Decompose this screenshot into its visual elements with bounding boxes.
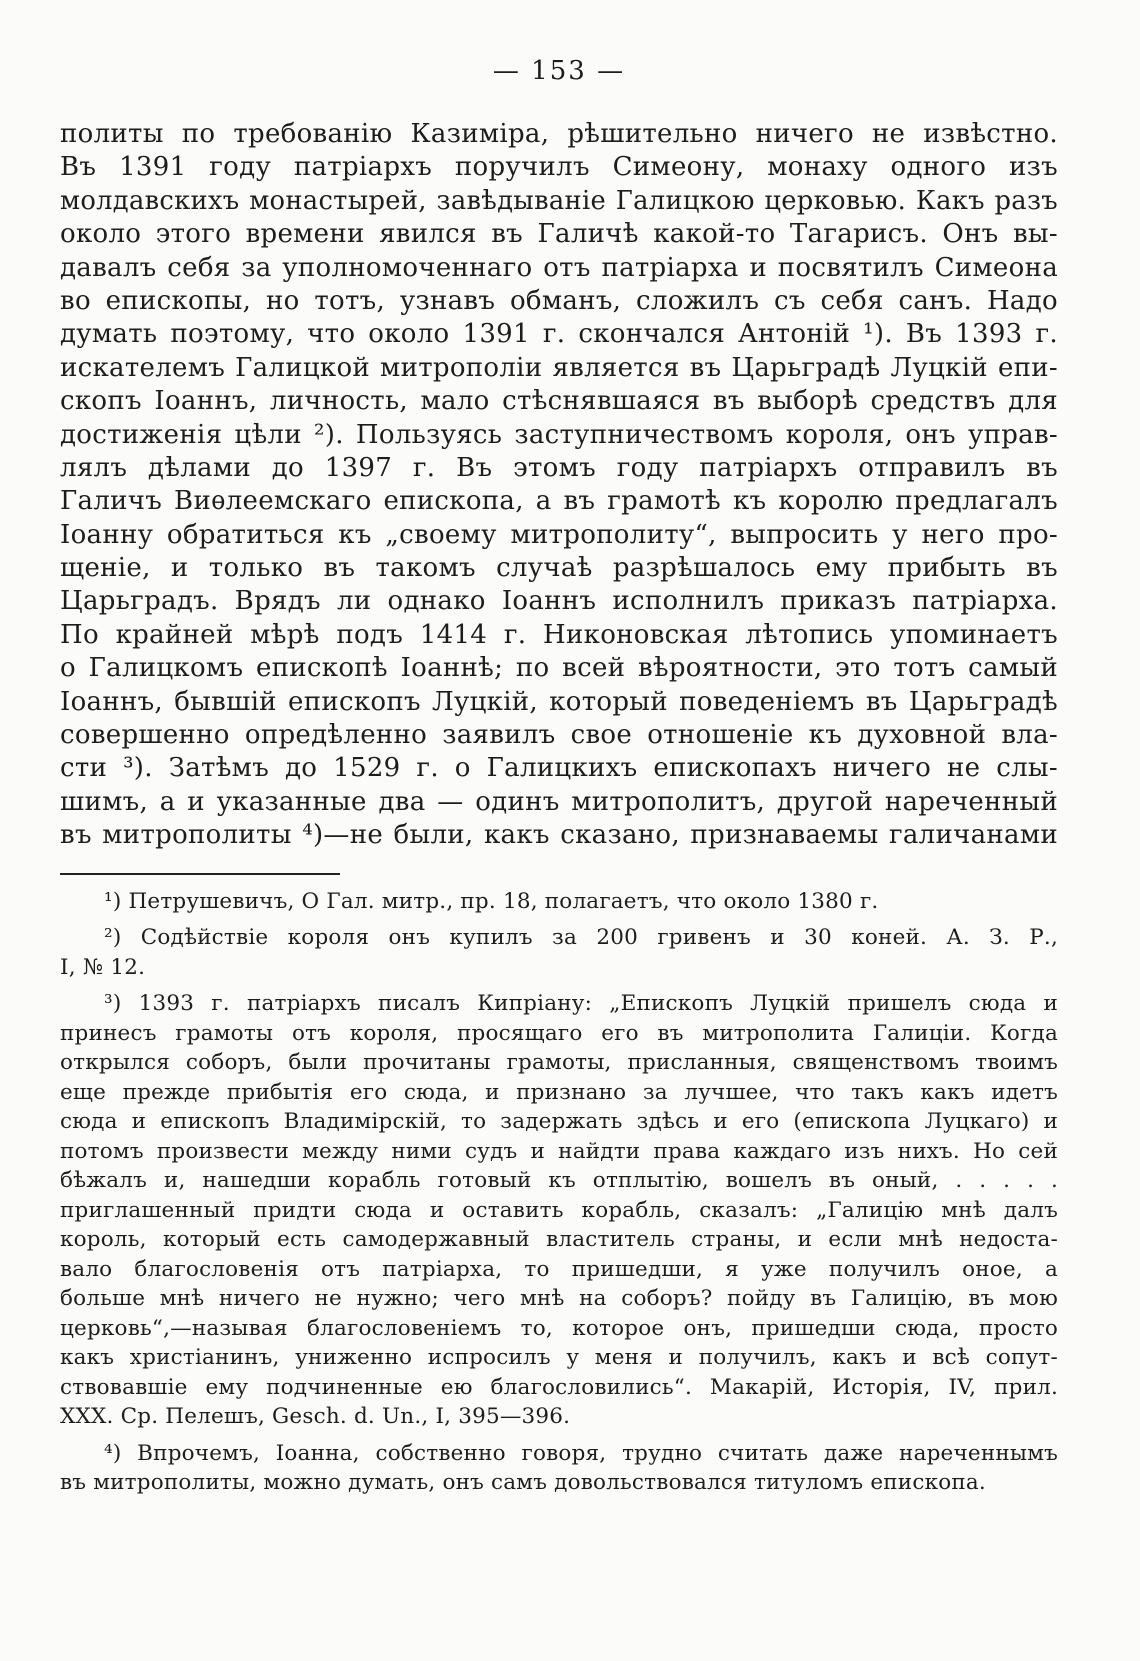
footnote-line: сюда и епископъ Владимірскій, то задержать здѣсь и его (епископа Луцкаго) и xyxy=(60,1109,1058,1135)
footnote-1 xyxy=(60,887,1058,917)
main-text xyxy=(60,118,1058,853)
footnote-line: больше мнѣ ничего не нужно; чего мнѣ на соборъ? пойду въ Галицію, въ мою xyxy=(60,1286,1058,1312)
footnote-line: XXX. Ср. Пелешъ, Gesch. d. Un., I, 395—396. xyxy=(60,1404,571,1430)
footnote-line: ствовавшіе ему подчиненные ею благословились“. Макарій, Исторія, IV, прил. xyxy=(60,1374,1058,1400)
text-line: искателемъ Галицкой митрополіи является въ Царьградѣ Луцкій епи- xyxy=(60,352,1058,383)
text-line: шимъ, а и указанные два — одинъ митрополитъ, другой нареченный xyxy=(60,786,1058,817)
text-line: достиженія цѣли ²). Пользуясь заступничествомъ короля, онъ управ- xyxy=(60,419,1058,450)
footnote-line: ¹) Петрушевичъ, О Гал. митр., пр. 18, полагаетъ, что около 1380 г. xyxy=(104,888,879,914)
footnote-4 xyxy=(60,1439,1058,1498)
footnote-line: принесъ грамоты отъ короля, просящаго его въ митрополита Галиціи. Когда xyxy=(60,1020,1058,1046)
text-line: скопъ Іоаннъ, личность, мало стѣснявшаяся въ выборѣ средствъ для xyxy=(60,386,1058,417)
footnote-line: вало благословенія отъ патріарха, то пришедши, я уже получилъ оное, а xyxy=(60,1256,1058,1282)
page-number: — 153 — xyxy=(492,56,626,86)
footnote-line: открылся соборъ, были прочитаны грамоты, присланныя, священствомъ твоимъ xyxy=(60,1050,1058,1076)
footnote-divider xyxy=(60,873,340,875)
footnote-line: церковь“,—называя благословеніемъ то, которое онъ, пришедши сюда, просто xyxy=(60,1315,1058,1341)
text-line: около этого времени явился въ Галичѣ какой-то Тагарисъ. Онъ вы- xyxy=(60,219,1058,250)
footnote-line: бѣжалъ и, нашедши корабль готовый къ отплытію, вошелъ въ оный, . . . . . xyxy=(60,1168,1058,1194)
footnote-line: ⁴) Впрочемъ, Іоанна, собственно говоря, трудно считать даже нареченнымъ xyxy=(104,1440,1058,1466)
text-line: молдавскихъ монастырей, завѣдываніе Галицкою церковью. Какъ разъ xyxy=(60,185,1058,216)
text-line: Іоаннъ, бывшій епископъ Луцкій, который поведеніемъ въ Царьградѣ xyxy=(60,686,1058,717)
text-line: въ митрополиты ⁴)—не были, какъ сказано, признаваемы галичанами xyxy=(60,820,1058,851)
text-line: сти ³). Затѣмъ до 1529 г. о Галицкихъ епископахъ ничего не слы- xyxy=(60,753,1058,784)
footnote-2 xyxy=(60,923,1058,982)
footnote-line: ³) 1393 г. патріархъ писалъ Кипріану: „Епископъ Луцкій пришелъ сюда и xyxy=(104,991,1058,1017)
footnotes xyxy=(60,887,1058,1498)
footnote-line: потомъ произвести между ними судъ и найдти права каждаго изъ нихъ. Но сей xyxy=(60,1138,1058,1164)
text-line: Іоанну обратиться къ „своему митрополиту“, выпросить у него про- xyxy=(60,519,1058,550)
footnote-line: въ митрополиты, можно думать, онъ самъ довольствовался титуломъ епископа. xyxy=(60,1470,986,1496)
text-line: совершенно опредѣленно заявилъ свое отношеніе къ духовной вла- xyxy=(60,720,1058,751)
text-line: давалъ себя за уполномоченнаго отъ патріарха и посвятилъ Симеона xyxy=(60,252,1058,283)
text-line: во епископы, но тотъ, узнавъ обманъ, сложилъ съ себя санъ. Надо xyxy=(60,285,1058,316)
text-line: Царьградъ. Врядъ ли однако Іоаннъ исполнилъ приказъ патріарха. xyxy=(60,586,1058,617)
footnote-line: приглашенный придти сюда и оставить корабль, сказалъ: „Галицію мнѣ далъ xyxy=(60,1197,1058,1223)
footnote-line: I, № 12. xyxy=(60,954,146,980)
text-line: Галичъ Виѳлеемскаго епископа, а въ грамотѣ къ королю предлагалъ xyxy=(60,486,1058,517)
text-line: думать поэтому, что около 1391 г. скончался Антоній ¹). Въ 1393 г. xyxy=(60,319,1058,350)
text-line: о Галицкомъ епископѣ Іоаннѣ; по всей вѣроятности, это тотъ самый xyxy=(60,653,1058,684)
text-line: щеніе, и только въ такомъ случаѣ разрѣшалось ему прибыть въ xyxy=(60,553,1058,584)
footnote-line: король, который есть самодержавный властитель страны, и если мнѣ недоста- xyxy=(60,1227,1058,1253)
footnote-line: ²) Содѣйствіе короля онъ купилъ за 200 гривенъ и 30 коней. А. З. Р., xyxy=(104,925,1058,951)
footnote-line: какъ христіанинъ, униженно испросилъ у меня и получилъ, какъ и всѣ сопут- xyxy=(60,1345,1058,1371)
text-line: лялъ дѣлами до 1397 г. Въ этомъ году патріархъ отправилъ въ xyxy=(60,452,1058,483)
footnote-line: еще прежде прибытія его сюда, и признано за лучшее, что такъ какъ идетъ xyxy=(60,1079,1058,1105)
text-line: политы по требованію Казиміра, рѣшительно ничего не извѣстно. xyxy=(60,119,1058,149)
text-line: Въ 1391 году патріархъ поручилъ Симеону, монаху одного изъ xyxy=(60,152,1058,183)
footnote-3 xyxy=(60,989,1058,1432)
text-line: По крайней мѣрѣ подъ 1414 г. Никоновская лѣтопись упоминаетъ xyxy=(60,619,1058,650)
